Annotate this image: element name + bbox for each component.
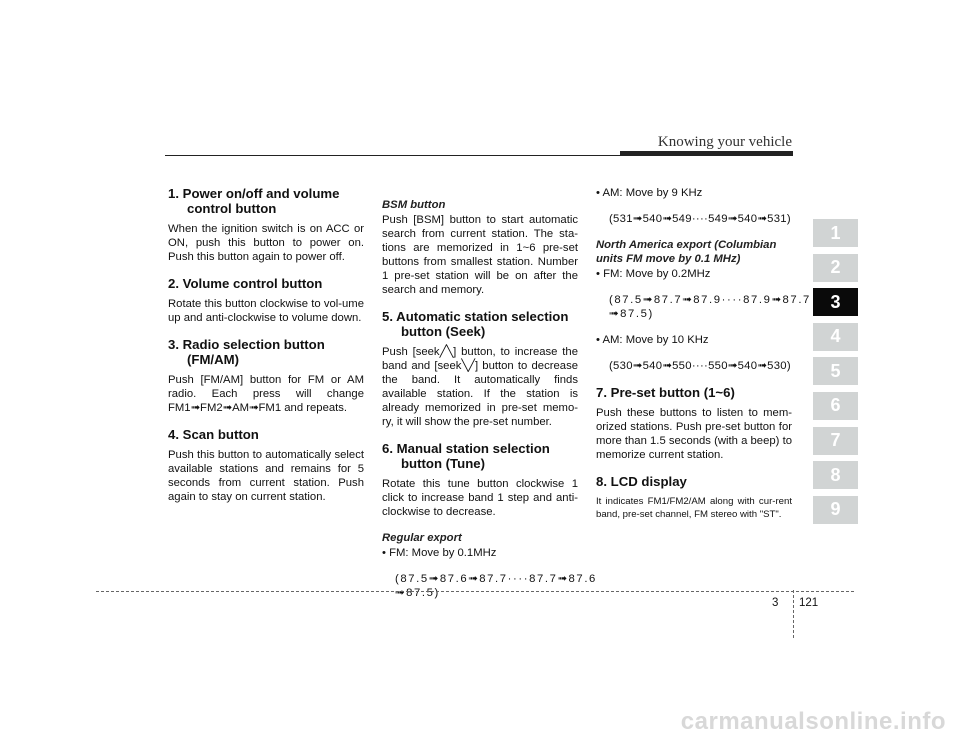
- section-8-body: It indicates FM1/FM2/AM along with cur-rent band, pre-set channel, FM stereo with "ST".: [596, 496, 792, 520]
- regular-am-item: • AM: Move by 9 KHz: [596, 187, 703, 199]
- section-3-heading: 3. Radio selection button (FM/AM): [168, 337, 325, 367]
- section-6-heading: 6. Manual station selection button (Tune): [382, 441, 550, 471]
- footer-page-number: 121: [799, 597, 819, 609]
- footer-divider: [96, 591, 854, 592]
- section-4-body: Push this button to automatically select available stations and remains for 5 seconds from current station. Push again to stay on current station.: [168, 449, 364, 503]
- chapter-tab-3[interactable]: 3: [813, 288, 858, 316]
- section-2-heading: 2. Volume control button: [168, 276, 323, 291]
- bsm-heading: BSM button: [382, 199, 446, 211]
- section-5-body: Push [seek╱╲] button, to increase the band and [seek╲╱] button to decrease the band. It automatically finds available station. If the station is already memorized in pre-set memo-ry, it will show the pre-set number.: [382, 346, 578, 428]
- footer-crop-mark: [793, 590, 794, 638]
- column-1: [168, 186, 364, 516]
- chapter-tab-9[interactable]: 9: [813, 496, 858, 524]
- section-1-heading: 1. Power on/off and volume control button: [168, 186, 340, 216]
- section-5-heading: 5. Automatic station selection button (Seek): [382, 309, 569, 339]
- section-2-body: Rotate this button clockwise to vol-ume up and anti-clockwise to volume down.: [168, 298, 364, 324]
- chapter-tab-1[interactable]: 1: [813, 219, 858, 247]
- section-7-body: Push these buttons to listen to mem-orized stations. Push pre-set button for more than 1.5 seconds (with a beep) to memorize current station.: [596, 407, 792, 461]
- watermark: carmanualsonline.info: [680, 708, 946, 735]
- section-7-heading: 7. Pre-set button (1~6): [596, 385, 735, 400]
- section-4-heading: 4. Scan button: [168, 427, 259, 442]
- chapter-tab-7[interactable]: 7: [813, 427, 858, 455]
- bsm-body: Push [BSM] button to start automatic search from current station. The sta-tions are memorized in 1~6 pre-set buttons from smallest station. Number 1 pre-set station will be on after the search and memory.: [382, 214, 578, 296]
- regular-fm-sequence: (87.5➟87.6➟87.7····87.7➟87.6 ➟87.5): [395, 573, 597, 599]
- section-6-body: Rotate this tune button clockwise 1 click to increase band 1 step and anti-clockwise to decrease.: [382, 478, 578, 518]
- na-fm-item: • FM: Move by 0.2MHz: [596, 268, 711, 280]
- column-2: [382, 186, 597, 612]
- chapter-tab-4[interactable]: 4: [813, 323, 858, 351]
- column-3: [596, 186, 811, 533]
- regular-fm-item: • FM: Move by 0.1MHz: [382, 547, 497, 559]
- north-america-export-heading: North America export (Columbian units FM move by 0.1 MHz): [596, 239, 777, 265]
- na-am-item: • AM: Move by 10 KHz: [596, 334, 709, 346]
- section-1-body: When the ignition switch is on ACC or ON, push this button to power on. Push this button again to power off.: [168, 223, 364, 263]
- page-header-title: Knowing your vehicle: [657, 134, 792, 150]
- chapter-tab-2[interactable]: 2: [813, 254, 858, 282]
- chapter-tab-8[interactable]: 8: [813, 461, 858, 489]
- section-8-heading: 8. LCD display: [596, 474, 687, 489]
- footer-section-number: 3: [772, 597, 779, 609]
- chapter-tab-6[interactable]: 6: [813, 392, 858, 420]
- regular-am-sequence: (531➟540➟549····549➟540➟531): [609, 213, 791, 225]
- regular-export-heading: Regular export: [382, 532, 462, 544]
- chapter-tab-5[interactable]: 5: [813, 357, 858, 385]
- section-3-body: Push [FM/AM] button for FM or AM radio. Each press will change FM1➟FM2➟AM➟FM1 and repeats.: [168, 374, 364, 414]
- na-fm-sequence: (87.5➟87.7➟87.9····87.9➟87.7 ➟87.5): [609, 294, 811, 320]
- chapter-tabs: [813, 219, 858, 530]
- na-am-sequence: (530➟540➟550····550➟540➟530): [609, 360, 791, 372]
- header-rule-accent: [620, 151, 793, 156]
